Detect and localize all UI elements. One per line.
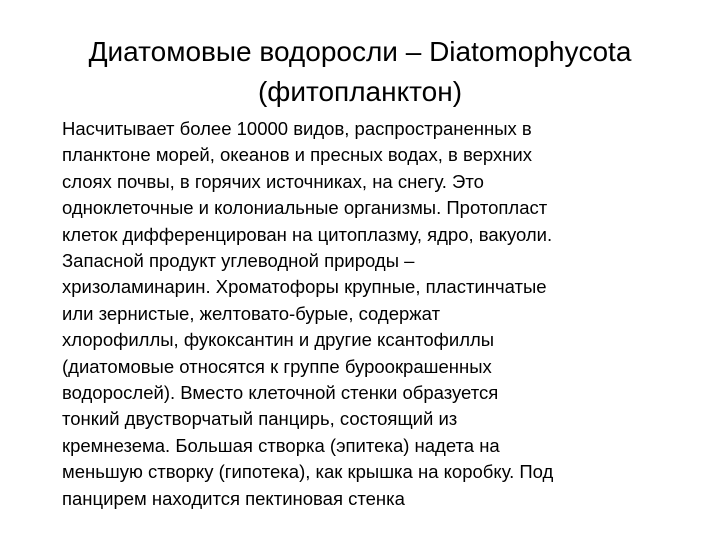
- body-line: (диатомовые относятся к группе буроокрашенных: [62, 355, 492, 377]
- body-line: хлорофиллы, фукоксантин и другие ксантофиллы: [62, 329, 495, 351]
- body-line: Насчитывает более 10000 видов, распространенных в: [62, 118, 532, 139]
- body-line: меньшую створку (гипотека), как крышка на коробку. Под: [62, 461, 554, 483]
- slide-title-line: (фитопланктон): [257, 76, 463, 107]
- slide-title: [20, 32, 700, 112]
- body-line: водорослей). Вместо клеточной стенки образуется: [62, 382, 499, 404]
- slide-body-text: [62, 116, 702, 512]
- body-line: тонкий двустворчатый панцирь, состоящий из: [62, 408, 458, 430]
- body-line: панцирем находится пектиновая стенка: [62, 487, 405, 509]
- body-line: слоях почвы, в горячих источниках, на снегу. Это: [62, 170, 484, 192]
- body-line: одноклеточные и колониальные организмы. Протопласт: [62, 197, 548, 219]
- body-line: хризоламинарин. Хроматофоры крупные, пластинчатые: [62, 276, 547, 298]
- body-line: или зернистые, желтовато-бурые, содержат: [62, 302, 441, 324]
- body-line: кремнезема. Большая створка (эпитека) надета на: [62, 434, 500, 456]
- body-line: Запасной продукт углеводной природы –: [62, 250, 415, 272]
- body-line: планктоне морей, океанов и пресных водах, в верхних: [62, 144, 533, 166]
- body-line: клеток дифференцирован на цитоплазму, ядро, вакуоли.: [62, 223, 553, 245]
- slide-title-line: Диатомовые водоросли – Diatomophycota: [88, 36, 632, 67]
